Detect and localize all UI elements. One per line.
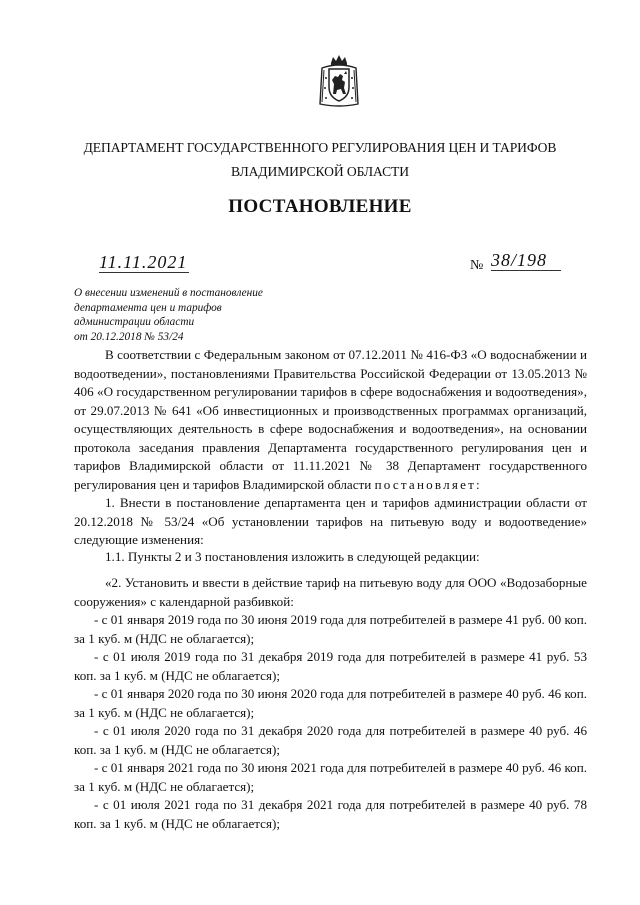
subject-line: департамента цен и тарифов (74, 301, 222, 314)
tariff-item: - с 01 января 2019 года по 30 июня 2019 года для потребителей в размере 41 руб. 00 коп. за 1 куб. м (НДС не облагается); (74, 612, 587, 646)
paragraph-2-text: «2. Установить и ввести в действие тариф на питьевую воду для ООО «Водозаборные сооружения» с календарной разбивкой: (74, 575, 587, 609)
preamble-text: В соответствии с Федеральным законом от 07.12.2011 № 416-ФЗ «О водоснабжении и водоотведении», постановлениями Правительства Российской Федерации от 13.05.2013 № 406 «О государственном регулировании тарифов в сфере водоснабжения и водоотведения», от 29.07.2013 № 641 «Об инвестиционных и производственных программах организаций, осуществляющих деятельность в сфере водоснабжения и водоотведения», на основании протокола заседания правления Департамента государственного регулирования цен и тарифов Владимирской области от 11.11.2021 № 38 Департамент государственного регулирования цен и тарифов Владимирской области (74, 347, 587, 492)
preamble-paragraph (74, 346, 587, 494)
decree-word: постановляет: (374, 476, 482, 492)
tariff-item: - с 01 июля 2021 года по 31 декабря 2021 года для потребителей в размере 40 руб. 78 коп. за 1 куб. м (НДС не облагается); (74, 797, 587, 831)
department-name-line2: ВЛАДИМИРСКОЙ ОБЛАСТИ (231, 164, 409, 179)
paragraph-1-1: 1.1. Пункты 2 и 3 постановления изложить в следующей редакции: (105, 549, 480, 564)
document-number: 38/198 (491, 250, 561, 271)
subject-line: администрации области (74, 316, 195, 329)
tariff-item: - с 01 января 2021 года по 30 июня 2021 года для потребителей в размере 40 руб. 46 коп. за 1 куб. м (НДС не облагается); (74, 760, 587, 794)
department-name-line1: ДЕПАРТАМЕНТ ГОСУДАРСТВЕННОГО РЕГУЛИРОВАНИЯ ЦЕН И ТАРИФОВ (83, 140, 557, 155)
subject-line: от 20.12.2018 № 53/24 (74, 330, 184, 343)
document-subject (74, 286, 263, 344)
number-label: № (470, 258, 484, 273)
subject-line: О внесении изменений в постановление (74, 287, 263, 299)
tariff-item: - с 01 июля 2020 года по 31 декабря 2020 года для потребителей в размере 40 руб. 46 коп. за 1 куб. м (НДС не облагается); (74, 723, 587, 757)
coat-of-arms-icon (318, 54, 360, 108)
document-type-title: ПОСТАНОВЛЕНИЕ (228, 196, 412, 217)
tariff-item: - с 01 июля 2019 года по 31 декабря 2019 года для потребителей в размере 41 руб. 53 коп. за 1 куб. м (НДС не облагается); (74, 649, 587, 683)
document-date: 11.11.2021 (99, 252, 188, 272)
paragraph-1: 1. Внести в постановление департамента цен и тарифов администрации области от 20.12.2018 № 53/24 «Об установлении тарифов на питьевую воду и водоотведение» следующие изменения: (74, 495, 587, 547)
paragraph-2-intro (74, 574, 587, 833)
tariff-item: - с 01 января 2020 года по 30 июня 2020 года для потребителей в размере 40 руб. 46 коп. за 1 куб. м (НДС не облагается); (74, 686, 587, 720)
